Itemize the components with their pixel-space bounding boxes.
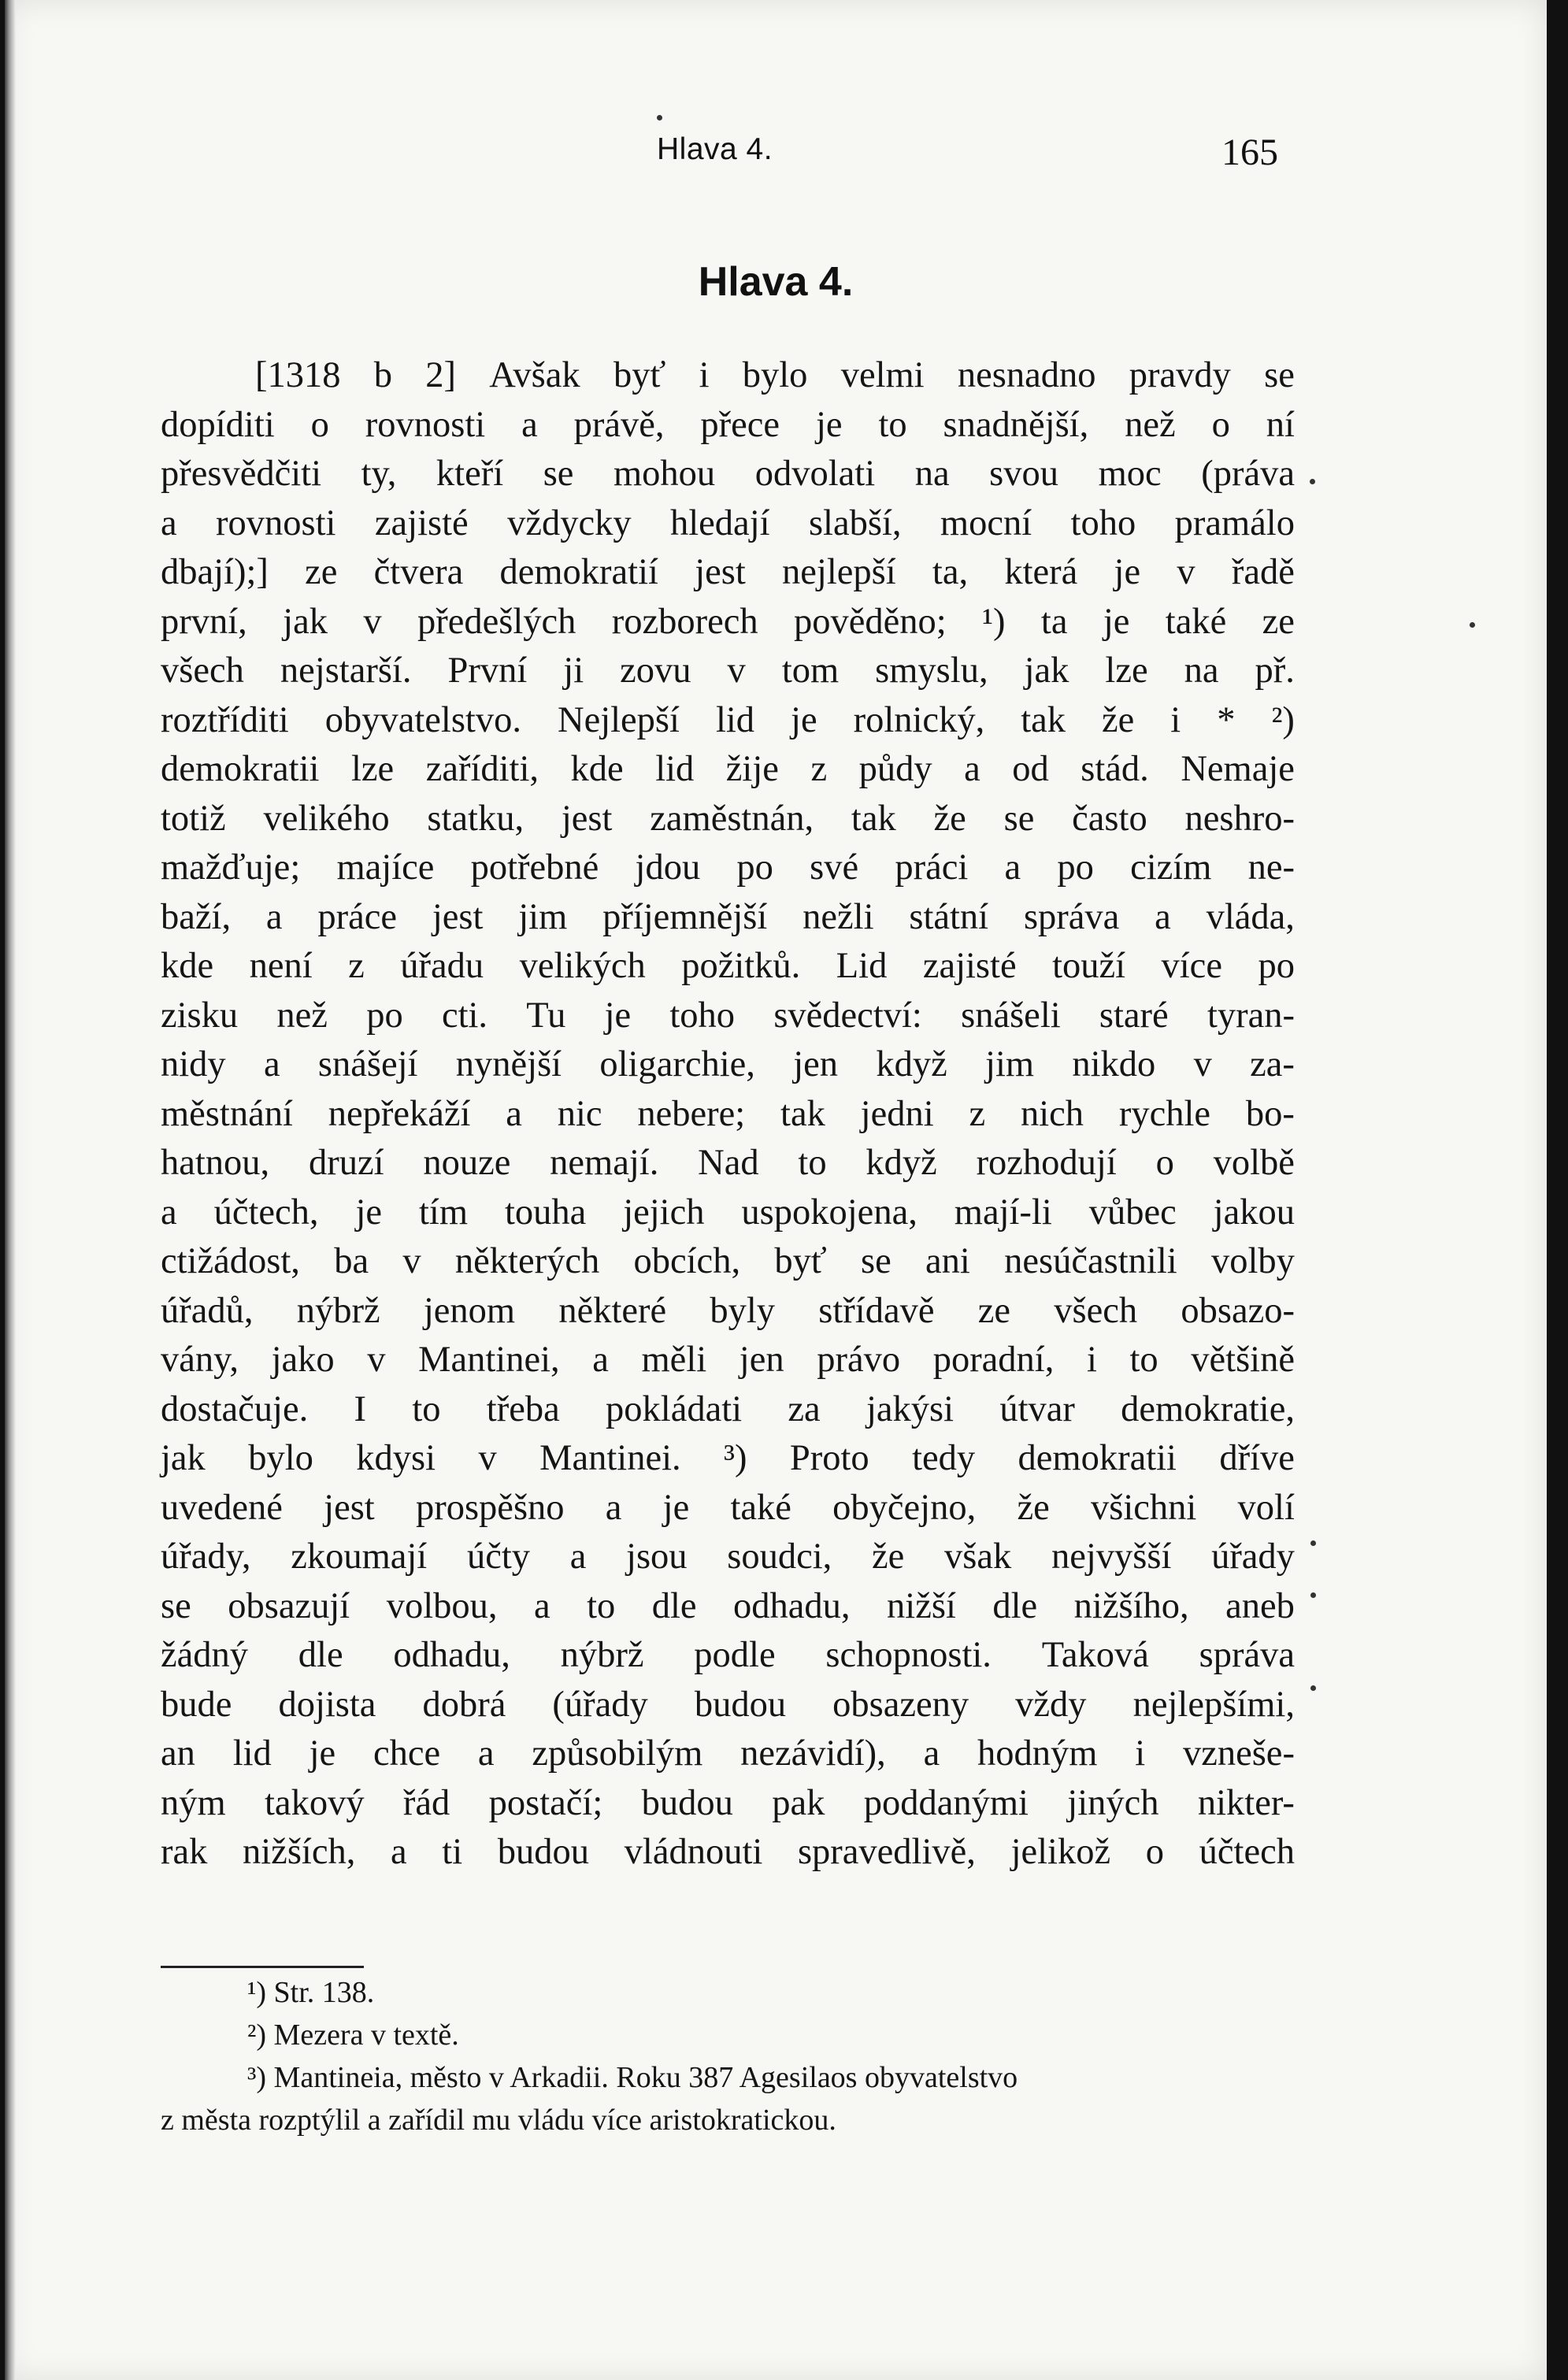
body-text-line: všech nejstarší. První ji zovu v tom smyslu, jak lze na př.: [161, 651, 1295, 691]
body-text-line: bude dojista dobrá (úřady budou obsazeny vždy nejlepšími,: [161, 1684, 1295, 1725]
body-text-line: dopíditi o rovnosti a právě, přece je to snadnější, než o ní: [161, 404, 1295, 445]
scan-speck: [1310, 1540, 1316, 1546]
scan-speck: [657, 115, 662, 120]
body-text-line: ným takový řád postačí; budou pak poddanými jiných nikter-: [161, 1782, 1295, 1823]
footnotes: [161, 1971, 1295, 2141]
footnote-1: ¹) Str. 138.: [247, 1976, 375, 2009]
book-page: [5, 0, 1547, 2380]
body-text-line: nidy a snášejí nynější oligarchie, jen když jim nikdo v za-: [161, 1044, 1295, 1084]
footnote-3-continuation: z města rozptýlil a zařídil mu vládu více aristokratickou.: [161, 2104, 836, 2137]
scan-edge-shadow: [5, 0, 16, 2380]
body-text-line: kde není z úřadu velikých požitků. Lid zajisté touží více po: [161, 946, 1295, 986]
body-text-line: ctižádost, ba v některých obcích, byť se ani nesúčastnili volby: [161, 1241, 1295, 1281]
body-text-line: uvedené jest prospěšno a je také obyčejno, že všichni volí: [161, 1487, 1295, 1528]
body-text-line: zisku než po cti. Tu je toho svědectví: snášeli staré tyran-: [161, 995, 1295, 1036]
body-text-line: dostačuje. I to třeba pokládati za jakýsi útvar demokratie,: [161, 1388, 1295, 1429]
scan-speck: [1310, 1592, 1316, 1598]
body-text-line: baží, a práce jest jim příjemnější nežli státní správa a vláda,: [161, 896, 1295, 937]
chapter-body-text: [161, 351, 1295, 1878]
body-text-line: totiž velikého statku, jest zaměstnán, tak že se často neshro-: [161, 798, 1295, 839]
body-text-line: první, jak v předešlých rozborech pověděno; ¹) ta je také ze: [161, 601, 1295, 642]
body-text-line: žádný dle odhadu, nýbrž podle schopnosti. Taková správa: [161, 1635, 1295, 1675]
body-text-line: [1318 b 2] Avšak byť i bylo velmi nesnadno pravdy se: [255, 355, 1295, 395]
scan-speck: [1310, 1685, 1316, 1691]
footnote-2: ²) Mezera v textě.: [247, 2019, 459, 2052]
body-text-line: jak bylo kdysi v Mantinei. ³) Proto tedy demokratii dříve: [161, 1438, 1295, 1478]
running-header-title: Hlava 4.: [657, 132, 773, 166]
chapter-title: Hlava 4.: [698, 259, 854, 305]
body-text-line: přesvědčiti ty, kteří se mohou odvolati na svou moc (práva: [161, 454, 1295, 494]
body-text-line: hatnou, druzí nouze nemají. Nad to když rozhodují o volbě: [161, 1143, 1295, 1183]
scan-speck: [1470, 622, 1475, 628]
body-text-line: dbají);] ze čtvera demokratií jest nejlepší ta, která je v řadě: [161, 552, 1295, 592]
body-text-line: demokratii lze zaříditi, kde lid žije z půdy a od stád. Nemaje: [161, 749, 1295, 789]
scan-speck: [1310, 479, 1315, 484]
body-text-line: a rovnosti zajisté vždycky hledají slabší, mocní toho pramálo: [161, 502, 1295, 543]
body-text-line: a účtech, je tím touha jejich uspokojena, mají-li vůbec jakou: [161, 1192, 1295, 1233]
body-text-line: roztříditi obyvatelstvo. Nejlepší lid je rolnický, tak že i * ²): [161, 699, 1295, 740]
footnote-divider: [161, 1966, 364, 1968]
body-text-line: úřadů, nýbrž jenom některé byly střídavě ze všech obsazo-: [161, 1290, 1295, 1331]
body-text-line: se obsazují volbou, a to dle odhadu, nižší dle nižšího, aneb: [161, 1585, 1295, 1626]
body-text-line: vány, jako v Mantinei, a měli jen právo poradní, i to většině: [161, 1340, 1295, 1380]
body-text-line: rak nižších, a ti budou vládnouti spravedlivě, jelikož o účtech: [161, 1832, 1295, 1872]
body-text-line: úřady, zkoumají účty a jsou soudci, že však nejvyšší úřady: [161, 1537, 1295, 1577]
body-text-line: mažďuje; majíce potřebné jdou po své práci a po cizím ne-: [161, 847, 1295, 888]
body-text-line: městnání nepřekáží a nic nebere; tak jedni z nich rychle bo-: [161, 1093, 1295, 1134]
body-text-line: an lid je chce a způsobilým nezávidí), a hodným i vzneše-: [161, 1733, 1295, 1774]
footnote-3: ³) Mantineia, město v Arkadii. Roku 387 Agesilaos obyvatelstvo: [247, 2061, 1018, 2094]
page-number: 165: [1221, 132, 1278, 173]
